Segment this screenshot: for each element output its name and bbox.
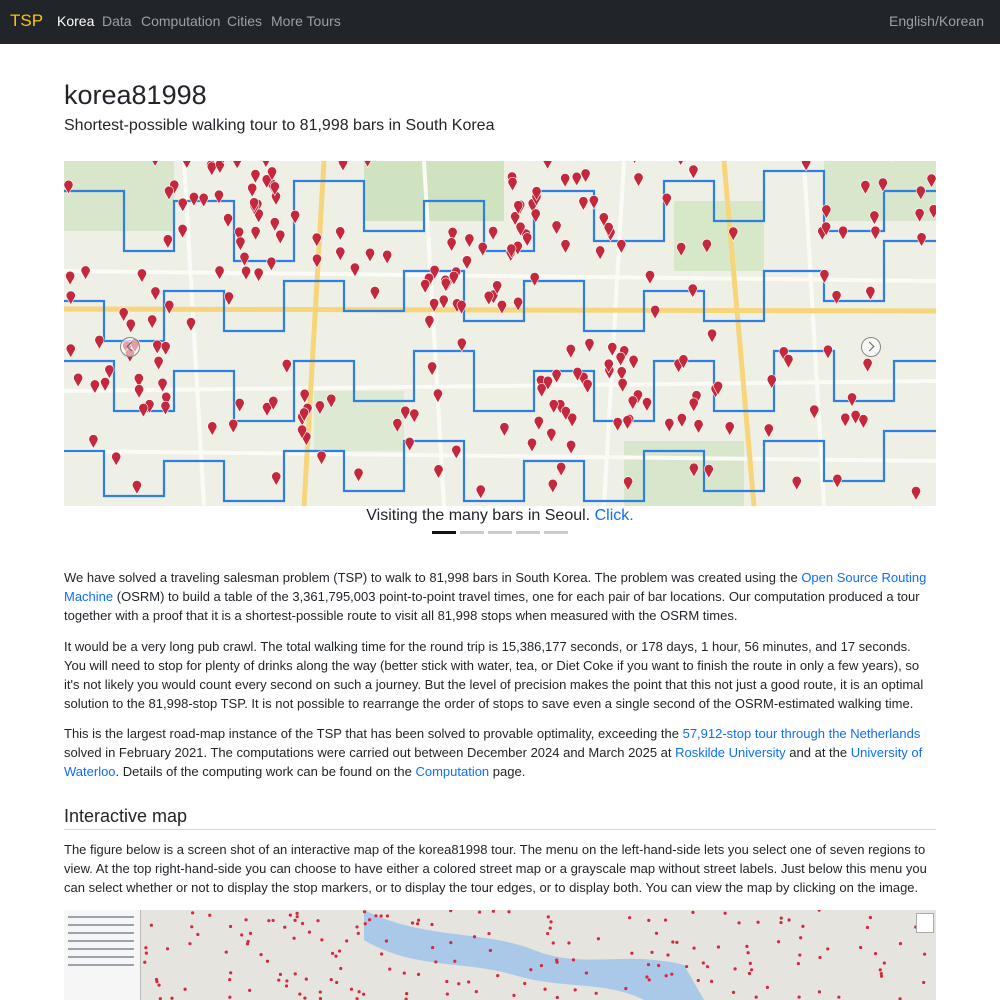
page-title: korea81998	[64, 80, 207, 110]
section-divider	[64, 829, 936, 830]
image-carousel[interactable]	[64, 161, 936, 506]
region-menu-panel[interactable]	[64, 910, 141, 1000]
carousel-indicator-4[interactable]	[516, 531, 540, 534]
korea-overview-map	[64, 910, 936, 1000]
carousel-indicator-1[interactable]	[432, 531, 456, 534]
netherlands-tour-link[interactable]: 57,912-stop tour through the Netherlands	[682, 726, 921, 741]
carousel-next-icon[interactable]	[861, 337, 881, 357]
top-navbar	[0, 0, 1000, 44]
caption-text: Visiting the many bars in Seoul.	[366, 507, 591, 524]
intro-paragraph-3: This is the largest road-map instance of the TSP that has been solved to provable optimality, exceeding the 57,912-stop tour through the Netherlands solved in February 2021. The computations were carried out between December 2024 and March 2025 at Roskilde University and at the University of Waterloo. Details of the computing work can be found on the Computation page.	[64, 726, 923, 779]
nav-item-data[interactable]: Data	[102, 13, 132, 29]
carousel-indicator-3[interactable]	[488, 531, 512, 534]
computation-link[interactable]: Computation	[415, 764, 490, 779]
nav-item-korea[interactable]: Korea	[57, 13, 95, 29]
interactive-map-screenshot[interactable]	[64, 910, 936, 1000]
brand-logo[interactable]: TSP	[10, 11, 44, 30]
intro-paragraph-2: It would be a very long pub crawl. The total walking time for the round trip is 15,386,177 seconds, or 178 days, 1 hour, 56 minutes, and 17 seconds. You will need to stop for plenty of drinks along the way (better stick with water, tea, or Diet Coke if you want to finish the route in only a few years), so it's not likely you would count every second on such a journey. But the level of precision makes the point that this not just a good route, it is an optimal solution to the 81,998-stop TSP. It is not possible to rearrange the order of stops to save even a single second of the OSRM-estimated walking time.	[64, 639, 924, 711]
interactive-map-description: The figure below is a screen shot of an interactive map of the korea81998 tour. The menu on the left-hand-side lets you select one of seven regions to view. At the top right-hand-side you can choose to have either a colored street map or a grayscale map without street labels. Just below this menu you can select whether or not to display the stop markers, or to display the tour edges, or to display both. You can view the map by clicking on the image.	[64, 842, 927, 895]
nav-item-more-tours[interactable]: More Tours	[271, 13, 341, 29]
waterloo-link[interactable]: University of Waterloo	[64, 745, 923, 779]
nav-item-computation[interactable]: Computation	[141, 13, 221, 29]
page-subtitle: Shortest-possible walking tour to 81,998 bars in South Korea	[64, 117, 495, 134]
seoul-bar-map[interactable]	[64, 161, 936, 506]
interactive-map-heading: Interactive map	[64, 806, 188, 826]
zoom-control[interactable]	[916, 913, 934, 933]
osrm-link[interactable]: Open Source Routing Machine	[64, 570, 927, 604]
carousel-prev-icon[interactable]	[120, 337, 140, 357]
carousel-caption	[64, 507, 936, 525]
roskilde-link[interactable]: Roskilde University	[675, 745, 786, 760]
intro-paragraph-1: We have solved a traveling salesman problem (TSP) to walk to 81,998 bars in South Korea. The problem was created using the Open Source Routing Machine (OSRM) to build a table of the 3,361,795,003 point-to-point travel times, one for each pair of bar locations. Our computation produced a tour together with a proof that it is a shortest-possible route to visit all 81,998 stops when measured with the OSRM times.	[64, 570, 927, 623]
caption-link[interactable]: Click.	[594, 507, 634, 524]
carousel-indicator-5[interactable]	[544, 531, 568, 534]
nav-item-cities[interactable]: Cities	[227, 13, 263, 29]
language-toggle[interactable]: English/Korean	[889, 13, 984, 29]
carousel-indicator-2[interactable]	[460, 531, 484, 534]
